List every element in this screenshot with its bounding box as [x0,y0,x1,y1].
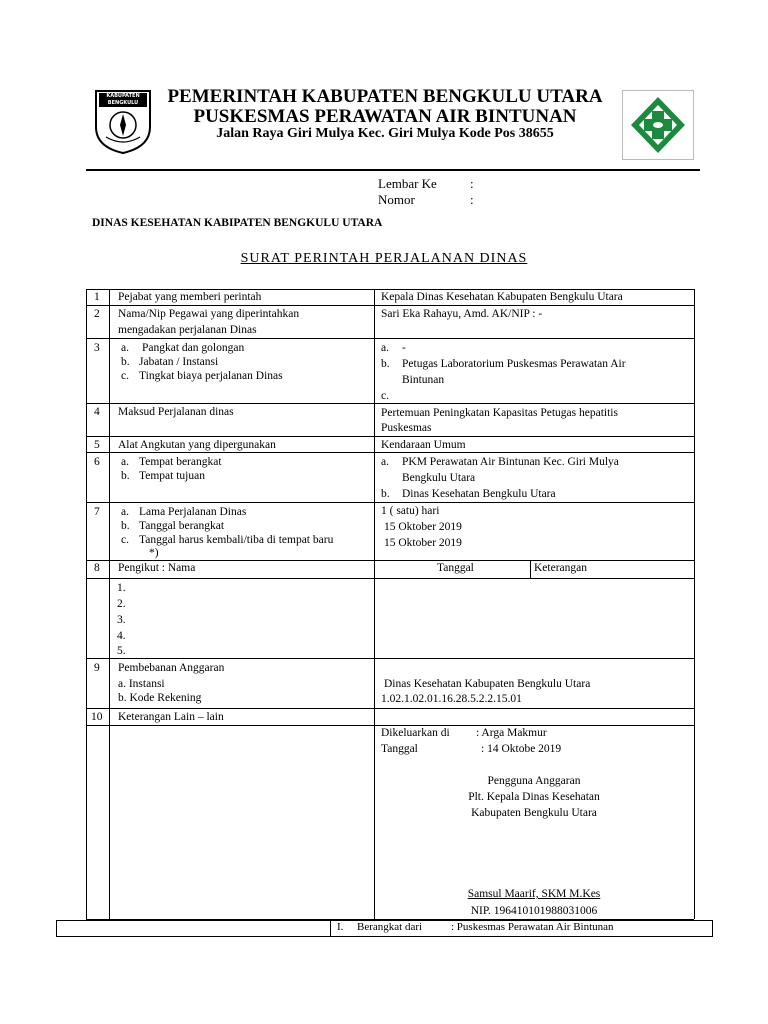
dinas-header: DINAS KESEHATAN KABIPATEN BENGKULU UTARA [92,217,383,229]
puskesmas-logo [622,90,694,160]
row-8-label: Pengikut : Nama [118,562,196,574]
follower-1: 1. [117,582,126,594]
row-7-number: 7 [94,506,100,518]
row-8-keterangan-header: Keterangan [534,562,587,574]
row-1-label: Pejabat yang memberi perintah [118,291,262,303]
row-7-a-label: Lama Perjalanan Dinas [139,506,247,518]
row-4-value-line1: Pertemuan Peningkatan Kapasitas Petugas hepatitis [381,407,618,419]
row-7-value-3: 15 Oktober 2019 [384,537,462,549]
signer-role-1: Pengguna Anggaran [487,775,581,787]
row-3-a-label: Pangkat dan golongan [142,342,245,354]
row-3-b-label: Jabatan / Instansi [139,356,219,368]
departure-number: I. [337,921,344,933]
row-8-tanggal-header: Tanggal [437,562,474,574]
row-3-vb-value-line1: Petugas Laboratorium Puskesmas Perawatan Air [402,358,626,370]
row-3-vb-value-line2: Bintunan [402,374,445,386]
lembar-label: Lembar Ke [378,176,437,191]
lembar-colon: : [470,176,474,191]
issued-place-value: : Arga Makmur [476,727,547,739]
follower-3: 3. [117,614,126,626]
row-6-vb-marker: b. [381,488,390,500]
issued-date-value: : 14 Oktobe 2019 [481,743,562,755]
row-3-b-marker: b. [121,356,130,368]
row-6-va-value-line1: PKM Perawatan Air Bintunan Kec. Giri Mulya [402,456,619,468]
follower-5: 5. [117,645,126,657]
document-title: SURAT PERINTAH PERJALANAN DINAS [240,251,528,266]
issued-place-label: Dikeluarkan di [381,727,450,739]
row-7-c-marker: c. [121,534,129,546]
row-3-vb-marker: b. [381,358,390,370]
row-9-b-value: 1.02.1.02.01.16.28.5.2.2.15.01 [381,693,522,705]
row-9-a-label: a. Instansi [118,678,165,690]
row-7-a-marker: a. [121,506,129,518]
header-title-2: PUSKESMAS PERAWATAN AIR BINTUNAN [193,106,577,127]
header-title-1: PEMERINTAH KABUPATEN BENGKULU UTARA [167,86,603,107]
nomor-label: Nomor [378,192,415,207]
row-2-label-line1: Nama/Nip Pegawai yang diperintahkan [118,308,300,320]
row-5-label: Alat Angkutan yang dipergunakan [118,439,276,451]
row-3-va-value: - [402,342,406,354]
header-rule [86,169,700,171]
row-10-number: 10 [91,711,103,723]
departure-value: : Puskesmas Perawatan Air Bintunan [451,921,614,933]
row-6-b-marker: b. [121,470,130,482]
row-4-value-line2: Puskesmas [381,422,432,434]
row-9-a-value: Dinas Kesehatan Kabupaten Bengkulu Utara [384,678,591,690]
row-7-value-1: 1 ( satu) hari [381,505,440,517]
row-6-va-marker: a. [381,456,389,468]
row-6-number: 6 [94,456,100,468]
row-3-vc-marker: c. [381,390,389,402]
departure-label: Berangkat dari [357,921,423,933]
row-7-b-label: Tanggal berangkat [139,520,225,532]
row-6-va-value-line2: Bengkulu Utara [402,472,476,484]
row-4-label: Maksud Perjalanan dinas [118,406,234,418]
row-6-a-marker: a. [121,456,129,468]
row-3-number: 3 [94,342,100,354]
row-3-c-label: Tingkat biaya perjalanan Dinas [139,370,283,382]
row-7-value-2: 15 Oktober 2019 [384,521,462,533]
row-3-va-marker: a. [381,342,389,354]
row-1-value: Kepala Dinas Kesehatan Kabupaten Bengkulu Utara [381,291,623,303]
issued-date-label: Tanggal [381,743,418,755]
row-9-label: Pembebanan Anggaran [118,662,225,674]
row-7-c-label-line2: *) [149,547,159,559]
emblem-text-1: KABUPATEN [106,93,140,99]
row-5-number: 5 [94,439,100,451]
nomor-colon: : [470,192,474,207]
row-10-label: Keterangan Lain – lain [118,711,224,723]
follower-4: 4. [117,630,126,642]
row-2-value: Sari Eka Rahayu, Amd. AK/NIP : - [381,308,543,320]
row-3-c-marker: c. [121,370,129,382]
row-1-number: 1 [94,291,100,303]
row-8-number: 8 [94,562,100,574]
follower-2: 2. [117,598,126,610]
row-6-vb-value: Dinas Kesehatan Bengkulu Utara [402,488,556,500]
signer-name: Samsul Maarif, SKM M.Kes [467,888,601,900]
row-6-b-label: Tempat tujuan [139,470,205,482]
signer-nip: NIP. 196410101988031006 [470,905,598,917]
signer-role-2: Plt. Kepala Dinas Kesehatan [468,791,600,803]
header-address: Jalan Raya Giri Mulya Kec. Giri Mulya Kode Pos 38655 [216,126,554,141]
row-4-number: 4 [94,406,100,418]
row-9-b-label: b. Kode Rekening [118,692,202,704]
row-5-value: Kendaraan Umum [381,439,466,451]
row-2-number: 2 [94,308,100,320]
row-7-b-marker: b. [121,520,130,532]
signer-role-3: Kabupaten Bengkulu Utara [471,807,597,819]
row-2-label-line2: mengadakan perjalanan Dinas [118,324,257,336]
row-7-c-label-line1: Tanggal harus kembali/tiba di tempat baru [139,534,334,546]
row-9-number: 9 [94,662,100,674]
emblem-text-2: BENGKULU UTARA [107,100,139,113]
row-3-a-marker: a. [121,342,129,354]
row-6-a-label: Tempat berangkat [139,456,222,468]
regency-emblem [92,87,154,155]
